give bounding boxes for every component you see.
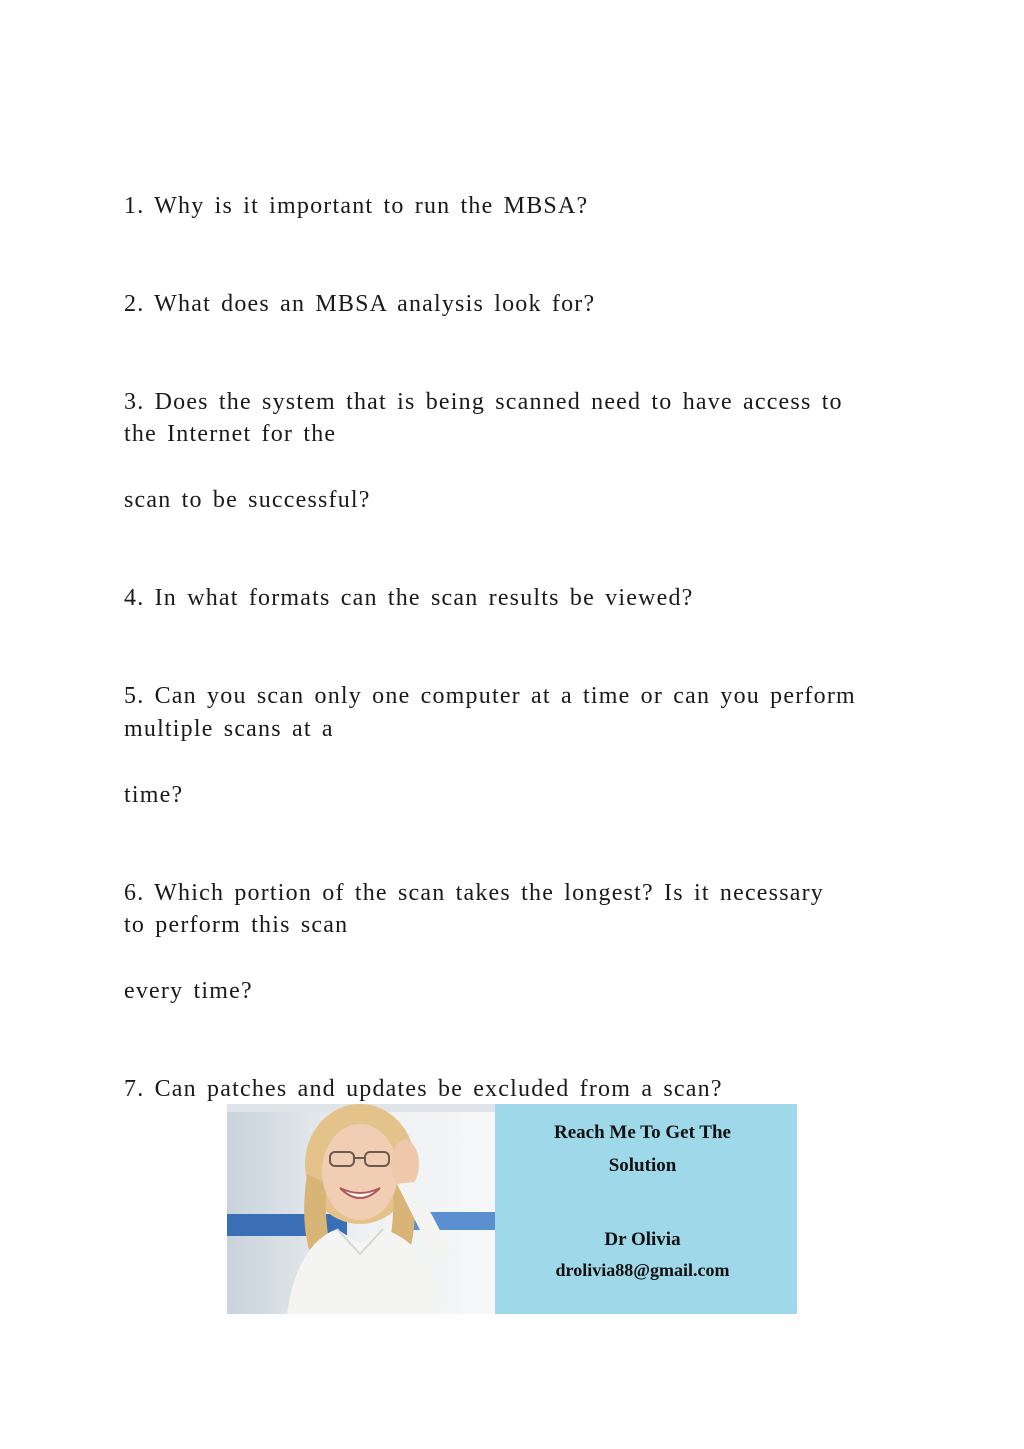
contact-name: Dr Olivia [604,1229,681,1250]
question-3-line-2: the Internet for the [124,421,337,447]
woman-photo [227,1104,495,1314]
contact-card [495,1104,797,1314]
portrait-image [227,1104,495,1314]
contact-banner [227,1104,797,1314]
question-2: 2. What does an MBSA analysis look for? [124,291,596,317]
question-5-line-1: 5. Can you scan only one computer at a time or can you perform [124,683,856,709]
question-3-line-3: scan to be successful? [124,487,371,513]
contact-email[interactable]: drolivia88@gmail.com [555,1260,730,1280]
question-5-line-3: time? [124,782,184,808]
question-6-line-2: to perform this scan [124,912,349,938]
card-heading-line-2: Solution [608,1155,677,1176]
question-3-line-1: 3. Does the system that is being scanned need to have access to [124,389,843,415]
question-7: 7. Can patches and updates be excluded from a scan? [124,1076,723,1102]
card-heading-line-1: Reach Me To Get The [554,1122,731,1143]
question-6-line-1: 6. Which portion of the scan takes the longest? Is it necessary [124,880,824,906]
question-1: 1. Why is it important to run the MBSA? [124,193,589,219]
question-5-line-2: multiple scans at a [124,716,334,742]
question-4: 4. In what formats can the scan results be viewed? [124,585,694,611]
question-6-line-3: every time? [124,978,253,1004]
